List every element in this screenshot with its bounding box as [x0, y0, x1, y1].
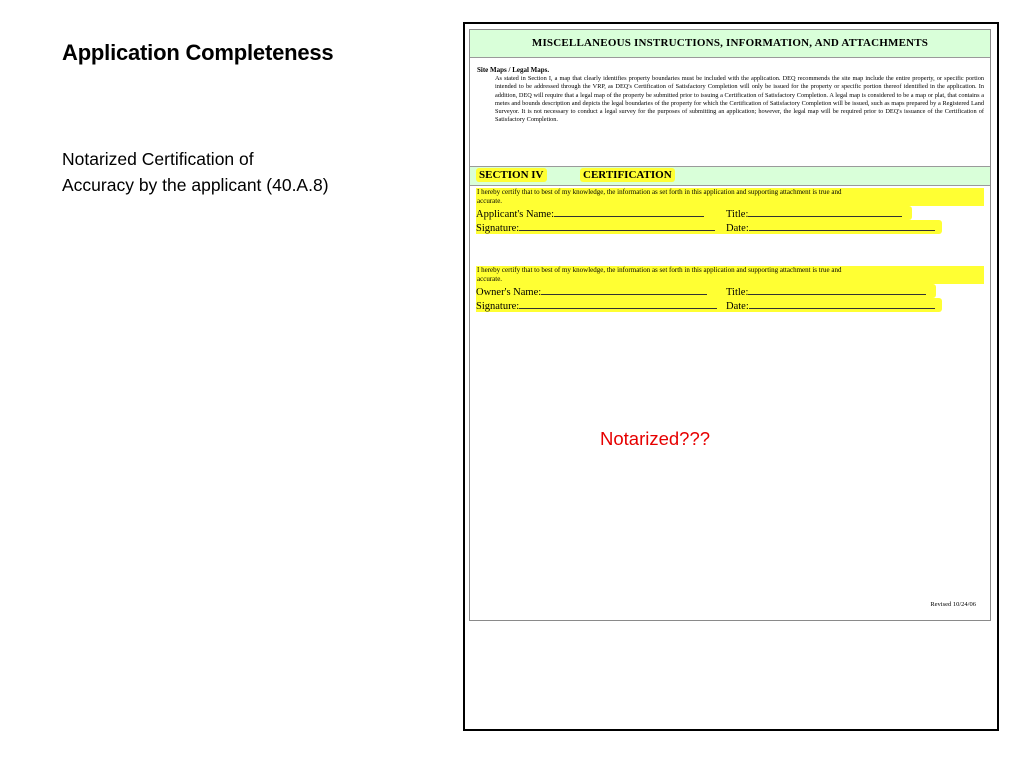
site-maps-label: Site Maps / Legal Maps.: [477, 66, 550, 74]
owner-title-label: Title:: [726, 287, 749, 298]
applicant-signature-row: [476, 220, 986, 234]
owner-cert-statement: [476, 266, 984, 284]
owner-date-label: Date:: [726, 301, 749, 312]
section-iv-bar: [470, 166, 990, 186]
revised-date: Revised 10/24/06: [930, 601, 976, 608]
cert-text-line-1: I hereby certify that to best of my knowledge, the information as set forth in this application and supporting attachment is true and: [477, 266, 842, 274]
applicant-signature-field[interactable]: [519, 220, 715, 231]
document-image-frame: [463, 22, 999, 731]
owner-signature-field[interactable]: [519, 298, 717, 309]
misc-instructions-header: MISCELLANEOUS INSTRUCTIONS, INFORMATION, AND ATTACHMENTS: [470, 30, 990, 58]
section-title: CERTIFICATION: [580, 168, 675, 182]
applicant-signature-label: Signature:: [476, 223, 520, 234]
site-maps-text: As stated in Section I, a map that clearly identifies property boundaries must be included with the application. DEQ recommends the site map include the entire property, or specific portion intended to be addressed through the VRP, as DEQ's Certification of Satisfactory Completion will only be issued for the property or specific portion thereof identified in the application. In addition, DEQ will require that a legal map of the property be submitted prior to issuing a Certification of Satisfactory Completion. A legal map is considered to be a map or plat, that contains a metes and bounds description and depicts the legal boundaries of the property for which the Certification of Satisfactory Completion will be issued, such as maps prepared by a Registered Land Surveyor. It is not necessary to conduct a legal survey for the purposes of submitting an application; however, the legal map will be required prior to DEQ's issuance of the Certification of Satisfactory Completion.: [495, 75, 984, 124]
owner-name-row: [476, 284, 986, 298]
applicant-cert-statement: [476, 188, 984, 206]
body-line-1: Notarized Certification of: [62, 149, 254, 169]
cert-text-line-1: I hereby certify that to best of my knowledge, the information as set forth in this application and supporting attachment is true and: [477, 188, 842, 196]
notarized-annotation: Notarized???: [600, 428, 711, 449]
slide-body-text: [62, 146, 402, 198]
applicant-certification: [476, 188, 986, 234]
cert-text-line-2: accurate.: [477, 275, 503, 283]
owner-name-field[interactable]: [541, 284, 707, 295]
applicant-name-row: [476, 206, 986, 220]
owner-title-field[interactable]: [748, 284, 926, 295]
owner-name-label: Owner's Name:: [476, 287, 542, 298]
applicant-name-field[interactable]: [554, 206, 704, 217]
section-label: SECTION IV: [476, 168, 547, 182]
applicant-title-field[interactable]: [748, 206, 902, 217]
cert-text-line-2: accurate.: [477, 197, 503, 205]
owner-signature-label: Signature:: [476, 301, 520, 312]
applicant-date-label: Date:: [726, 223, 749, 234]
owner-signature-row: [476, 298, 986, 312]
owner-certification: [476, 266, 986, 312]
slide-title: Application Completeness: [62, 40, 334, 65]
certification-form: [469, 29, 991, 621]
owner-date-field[interactable]: [749, 298, 935, 309]
site-maps-section: [470, 58, 990, 166]
applicant-title-label: Title:: [726, 209, 749, 220]
body-line-2: Accuracy by the applicant (40.A.8): [62, 175, 329, 195]
applicant-name-label: Applicant's Name:: [476, 209, 554, 220]
applicant-date-field[interactable]: [749, 220, 935, 231]
